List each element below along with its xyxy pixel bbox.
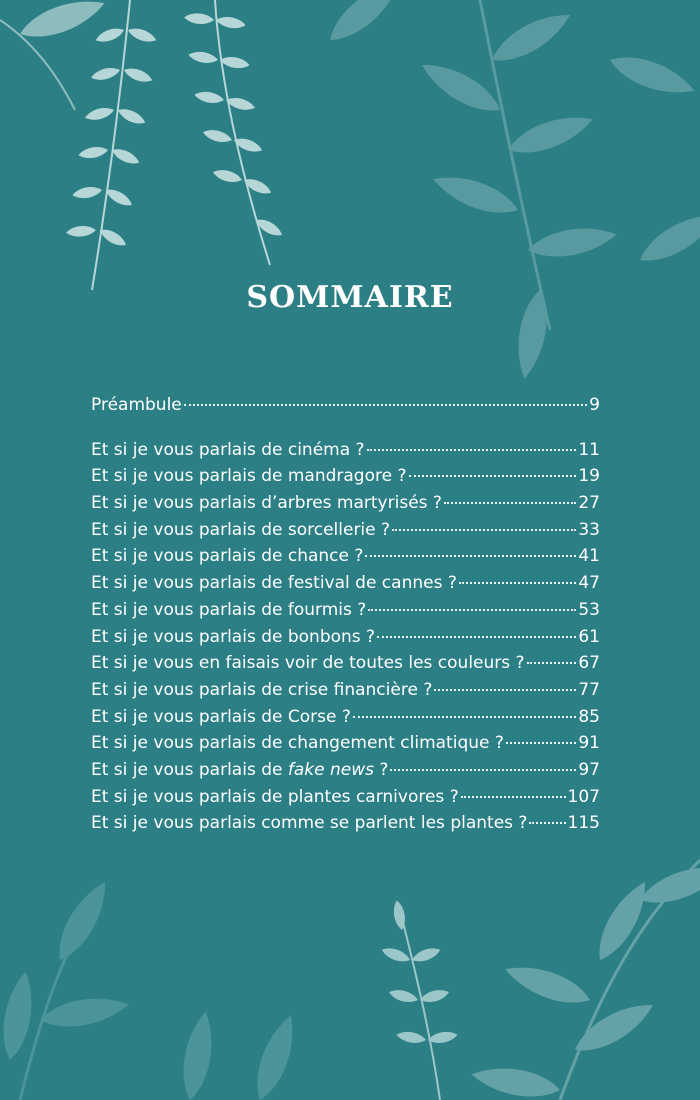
toc-entry-title: Préambule xyxy=(91,395,182,415)
toc-page-number: 27 xyxy=(578,493,600,514)
toc-leader-dots xyxy=(365,555,576,557)
toc-page-number: 47 xyxy=(578,573,600,594)
toc-page-number: 115 xyxy=(567,813,600,834)
toc-leader-dots xyxy=(184,404,587,406)
toc-entry[interactable] xyxy=(91,392,600,419)
toc-page-number: 33 xyxy=(578,519,600,540)
fern-frond-icon xyxy=(66,0,158,290)
toc-entry-title: Et si je vous parlais de chance ? xyxy=(91,546,364,567)
toc-leader-dots xyxy=(459,582,577,584)
toc-entry[interactable] xyxy=(91,810,600,837)
toc-entry[interactable] xyxy=(91,517,600,544)
toc-entry[interactable] xyxy=(91,543,600,570)
toc-entry-title: Et si je vous parlais de fourmis ? xyxy=(91,599,367,620)
toc-entry-title: Et si je vous parlais de crise financière ? xyxy=(91,679,433,700)
toc-entry-title: Et si je vous parlais de fake news ? xyxy=(91,759,389,780)
toc-page-number: 97 xyxy=(578,759,600,780)
toc-page-number: 19 xyxy=(578,466,600,487)
fern-frond-icon xyxy=(0,0,109,110)
toc-page-number: 107 xyxy=(567,786,600,807)
toc-entry-title: Et si je vous en faisais voir de toutes les couleurs ? xyxy=(91,653,525,674)
toc-entry-title: Et si je vous parlais de cinéma ? xyxy=(91,439,365,460)
toc-page-number: 85 xyxy=(578,706,600,727)
fern-frond-icon xyxy=(380,900,458,1100)
leaf-branch-icon xyxy=(469,857,700,1100)
toc-entry-title: Et si je vous parlais de mandragore ? xyxy=(91,466,407,487)
toc-entry[interactable] xyxy=(91,704,600,731)
toc-entry-title: Et si je vous parlais d’arbres martyrisés ? xyxy=(91,493,442,514)
leaf-branch-icon xyxy=(0,876,303,1100)
toc-page-number: 53 xyxy=(578,599,600,620)
toc-entry[interactable] xyxy=(91,650,600,677)
toc-entry[interactable] xyxy=(91,730,600,757)
toc-leader-dots xyxy=(529,822,565,824)
toc-leader-dots xyxy=(392,529,576,531)
toc-leader-dots xyxy=(353,716,577,718)
toc-entry-title: Et si je vous parlais de Corse ? xyxy=(91,706,351,727)
toc-entry[interactable] xyxy=(91,784,600,811)
toc-entry[interactable] xyxy=(91,570,600,597)
toc-leader-dots xyxy=(461,796,566,798)
toc-leader-dots xyxy=(390,769,576,771)
toc-leader-dots xyxy=(367,449,577,451)
toc-page-number: 11 xyxy=(578,439,600,460)
toc-entry[interactable] xyxy=(91,490,600,517)
toc-entry[interactable] xyxy=(91,624,600,651)
toc-page-number: 41 xyxy=(578,546,600,567)
fern-frond-icon xyxy=(184,0,285,265)
toc-leader-dots xyxy=(368,609,576,611)
toc-entry[interactable] xyxy=(91,757,600,784)
toc-entry-title: Et si je vous parlais de bonbons ? xyxy=(91,626,376,647)
toc-entry-title: Et si je vous parlais de sorcellerie ? xyxy=(91,519,391,540)
toc-page-number: 91 xyxy=(578,733,600,754)
toc-leader-dots xyxy=(377,636,576,638)
toc-entry[interactable] xyxy=(91,677,600,704)
toc-page-number: 77 xyxy=(578,679,600,700)
toc-leader-dots xyxy=(444,502,576,504)
toc-page-number: 67 xyxy=(578,653,600,674)
toc-entry-title: Et si je vous parlais de changement climatique ? xyxy=(91,733,504,754)
toc-page-number: 9 xyxy=(589,395,600,415)
toc-entry[interactable] xyxy=(91,597,600,624)
page-title: SOMMAIRE xyxy=(246,280,454,315)
toc-leader-dots xyxy=(409,475,577,477)
toc-page-number: 61 xyxy=(578,626,600,647)
toc-leader-dots xyxy=(527,662,577,664)
toc-entry-title: Et si je vous parlais de festival de cannes ? xyxy=(91,573,457,594)
toc-leader-dots xyxy=(434,689,576,691)
toc-entry[interactable] xyxy=(91,437,600,464)
toc-entry-title: Et si je vous parlais comme se parlent les plantes ? xyxy=(91,813,528,834)
toc-entry-title: Et si je vous parlais de plantes carnivores ? xyxy=(91,786,459,807)
toc-leader-dots xyxy=(506,742,576,744)
leaf-branch-icon xyxy=(322,0,700,381)
toc-entry[interactable] xyxy=(91,463,600,490)
table-of-contents xyxy=(91,392,600,837)
